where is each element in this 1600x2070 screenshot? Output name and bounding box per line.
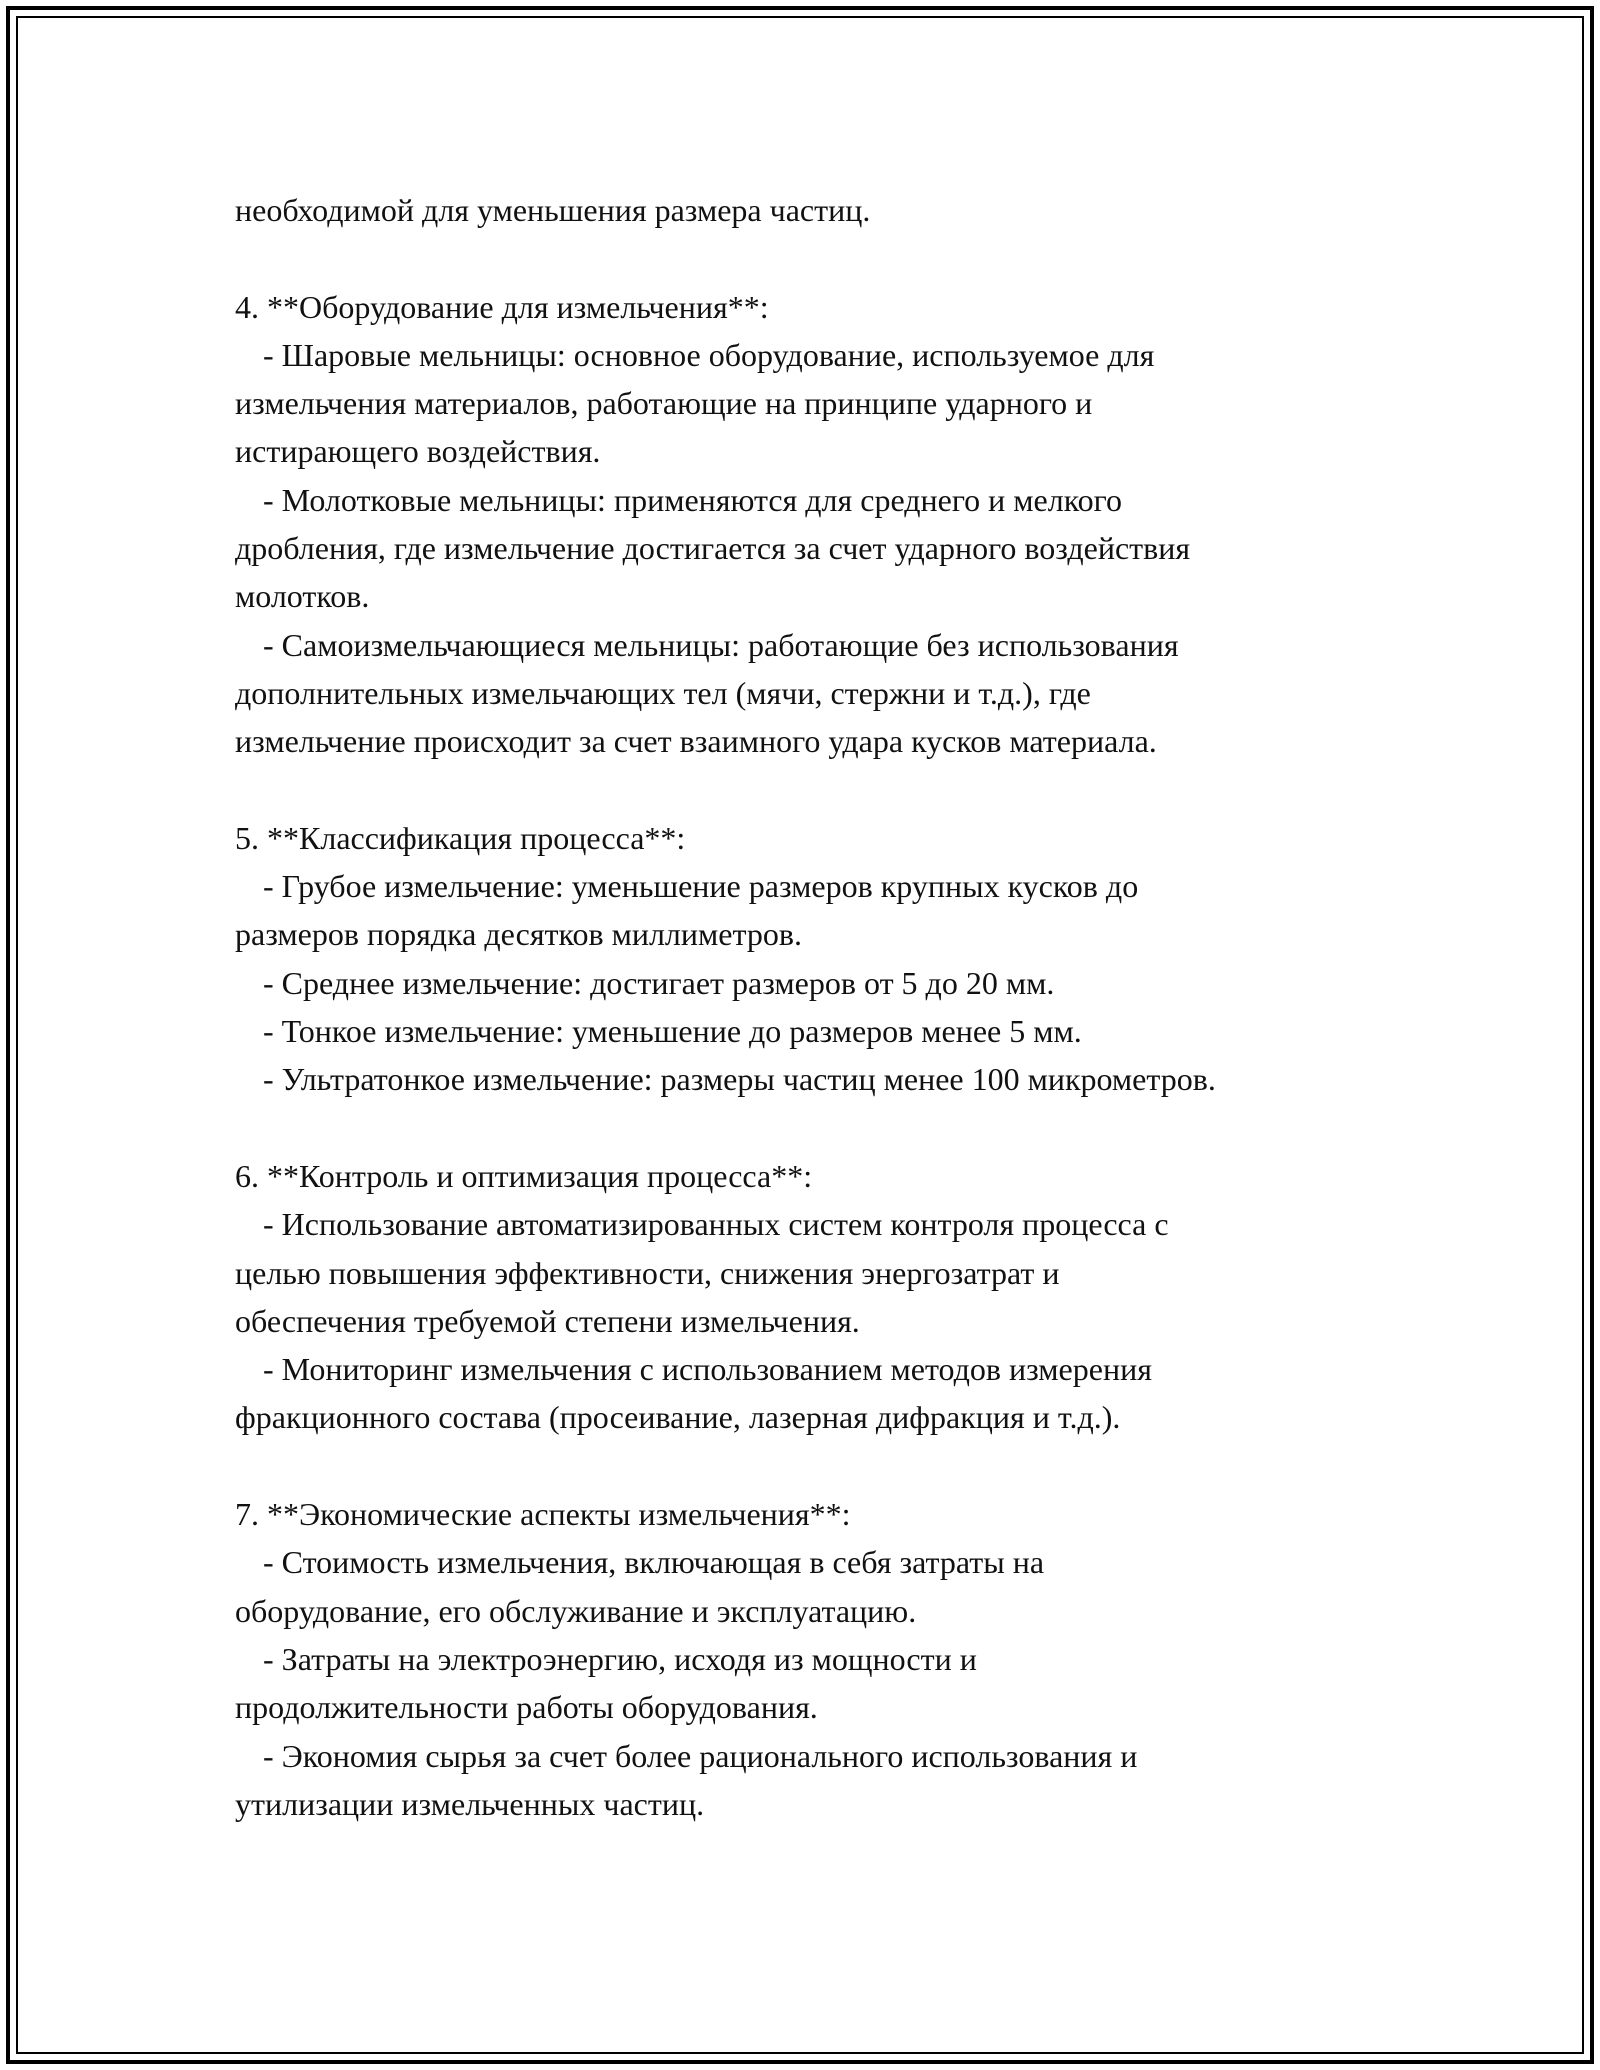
blank-line <box>235 766 1435 814</box>
list-item-line: - Самоизмельчающиеся мельницы: работающие без использования <box>263 626 1179 663</box>
section-heading: 4. **Оборудование для измельчения**: <box>235 288 769 325</box>
list-item-line: - Стоимость измельчения, включающая в себя затраты на <box>263 1544 1045 1581</box>
text-line: размеров порядка десятков миллиметров. <box>235 916 802 953</box>
list-item-line: - Грубое измельчение: уменьшение размеров крупных кусков до <box>263 868 1139 905</box>
list-item-line: - Среднее измельчение: достигает размеров от 5 до 20 мм. <box>263 964 1055 1001</box>
blank-line <box>235 234 1435 282</box>
text-line: оборудование, его обслуживание и эксплуатацию. <box>235 1592 917 1629</box>
text-line: продолжительности работы оборудования. <box>235 1689 818 1726</box>
list-item-line: - Использование автоматизированных систем контроля процесса с <box>263 1206 1169 1243</box>
blank-line <box>235 1442 1435 1490</box>
text-line: обеспечения требуемой степени измельчения. <box>235 1302 860 1339</box>
list-item-line: - Мониторинг измельчения с использованием методов измерения <box>263 1351 1152 1388</box>
blank-line <box>235 1104 1435 1152</box>
document-body <box>235 186 1435 1828</box>
text-line: целью повышения эффективности, снижения энергозатрат и <box>235 1254 1060 1291</box>
list-item-line: - Тонкое измельчение: уменьшение до размеров менее 5 мм. <box>263 1013 1082 1050</box>
list-item-line: - Затраты на электроэнергию, исходя из мощности и <box>263 1640 977 1677</box>
text-line: измельчение происходит за счет взаимного удара кусков материала. <box>235 723 1157 760</box>
section-heading: 6. **Контроль и оптимизация процесса**: <box>235 1157 813 1194</box>
text-line: дробления, где измельчение достигается за счет ударного воздействия <box>235 530 1191 567</box>
section-heading: 7. **Экономические аспекты измельчения**: <box>235 1496 851 1533</box>
list-item-line: - Экономия сырья за счет более рационального использования и <box>263 1737 1138 1774</box>
list-item-line: - Ультратонкое измельчение: размеры частиц менее 100 микрометров. <box>263 1061 1216 1098</box>
list-item-line: - Шаровые мельницы: основное оборудование, используемое для <box>263 336 1155 373</box>
section-heading: 5. **Классификация процесса**: <box>235 819 686 856</box>
text-line: утилизации измельченных частиц. <box>235 1785 705 1822</box>
text-line: измельчения материалов, работающие на принципе ударного и <box>235 385 1093 422</box>
list-item-line: - Молотковые мельницы: применяются для среднего и мелкого <box>263 481 1122 518</box>
text-line: необходимой для уменьшения размера частиц. <box>235 192 871 228</box>
text-line: молотков. <box>235 578 370 615</box>
text-line: фракционного состава (просеивание, лазерная дифракция и т.д.). <box>235 1399 1121 1436</box>
text-line: истирающего воздействия. <box>235 433 601 470</box>
text-line: дополнительных измельчающих тел (мячи, стержни и т.д.), где <box>235 674 1091 711</box>
